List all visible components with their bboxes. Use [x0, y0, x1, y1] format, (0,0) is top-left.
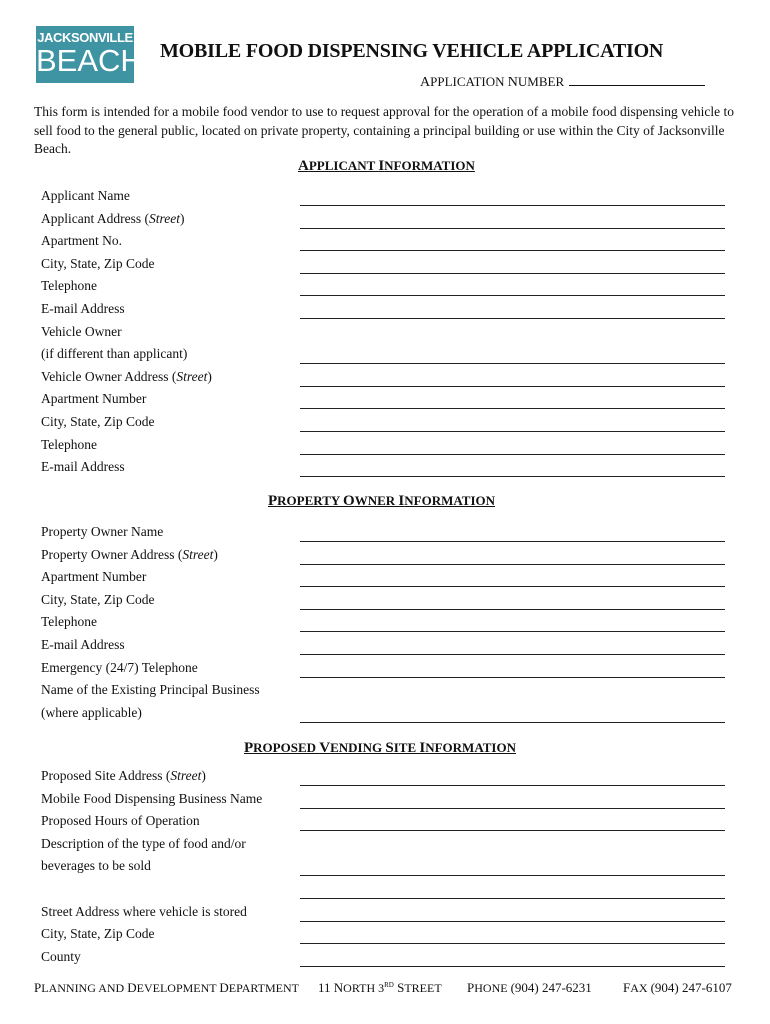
input-line[interactable] — [300, 677, 725, 678]
form-row — [41, 856, 731, 878]
input-line[interactable] — [300, 250, 725, 251]
section-property-owner-information: PROPERTY OWNER INFORMATION — [268, 493, 496, 509]
form-row — [41, 658, 731, 680]
field-label: E-mail Address — [41, 637, 125, 652]
form-row — [41, 412, 731, 434]
field-label: Property Owner Address (Street) — [41, 546, 218, 562]
footer-address: 11 NORTH 3RD STREET — [318, 980, 442, 995]
field-label: E-mail Address — [41, 459, 125, 475]
input-line[interactable] — [300, 808, 725, 809]
form-row — [41, 612, 731, 634]
field-label: Property Owner Name — [41, 524, 164, 539]
jacksonville-beach-logo — [36, 26, 143, 83]
input-line[interactable] — [300, 830, 725, 831]
form-row — [41, 834, 731, 856]
form-row — [41, 590, 731, 612]
input-line[interactable] — [300, 564, 725, 565]
form-row — [41, 522, 731, 544]
input-line[interactable] — [300, 363, 725, 364]
input-line[interactable] — [300, 273, 725, 274]
field-label: Proposed Site Address (Street) — [41, 768, 206, 783]
input-line[interactable] — [300, 875, 725, 876]
field-label: City, State, Zip Code — [41, 591, 155, 607]
form-row — [41, 703, 731, 725]
field-label: Telephone — [41, 614, 98, 630]
form-row — [41, 367, 731, 389]
field-label: Telephone — [41, 278, 98, 294]
form-row — [41, 545, 731, 567]
form-row — [41, 879, 731, 901]
application-number: APPLICATION NUMBER — [420, 73, 705, 91]
input-line[interactable] — [300, 228, 725, 229]
field-label: (if different than applicant) — [41, 346, 188, 362]
form-row — [41, 435, 731, 457]
input-line[interactable] — [300, 631, 725, 632]
input-line[interactable] — [300, 654, 725, 655]
logo-line-1: JACKSONVILLE — [37, 30, 133, 45]
field-label: City, State, Zip Code — [41, 926, 155, 942]
input-line[interactable] — [300, 295, 725, 296]
field-label: Emergency (24/7) Telephone — [41, 659, 198, 675]
field-label: Apartment No. — [41, 233, 122, 249]
form-row — [41, 924, 731, 946]
input-line[interactable] — [300, 476, 725, 477]
footer-department: PLANNING AND DEVELOPMENT DEPARTMENT — [34, 980, 299, 995]
footer-fax: FAX (904) 247-6107 — [623, 980, 732, 995]
field-label: Name of the Existing Principal Business — [41, 682, 260, 698]
form-title: MOBILE FOOD DISPENSING VEHICLE APPLICATION — [160, 40, 664, 62]
section-applicant-information: APPLICANT INFORMATION — [298, 158, 475, 174]
form-row — [41, 231, 731, 253]
form-row — [41, 947, 731, 969]
application-number-field[interactable] — [569, 73, 705, 86]
input-line[interactable] — [300, 205, 725, 206]
form-row — [41, 322, 731, 344]
intro-paragraph: This form is intended for a mobile food vendor to use to request approval for the operation of a mobile food dispensing vehicle to sell food to the general public, located on private property, containing a principal building or use within the City of Jacksonville Beach. — [34, 104, 734, 156]
form-row — [41, 811, 731, 833]
input-line[interactable] — [300, 454, 725, 455]
logo-line-2: BEACH — [36, 43, 143, 78]
input-line[interactable] — [300, 943, 725, 944]
form-row — [41, 186, 731, 208]
form-row — [41, 389, 731, 411]
field-label: Applicant Address (Street) — [41, 210, 185, 226]
input-line[interactable] — [300, 898, 725, 899]
section-proposed-vending-site-information: PROPOSED VENDING SITE INFORMATION — [244, 740, 516, 756]
field-label: (where applicable) — [41, 704, 142, 720]
form-row — [41, 766, 731, 788]
input-line[interactable] — [300, 966, 725, 967]
field-label: Mobile Food Dispensing Business Name — [41, 790, 263, 806]
form-row — [41, 902, 731, 924]
field-label: County — [41, 948, 81, 964]
input-line[interactable] — [300, 408, 725, 409]
input-line[interactable] — [300, 431, 725, 432]
input-line[interactable] — [300, 785, 725, 786]
field-label: Street Address where vehicle is stored — [41, 903, 247, 919]
field-label: Apartment Number — [41, 569, 147, 585]
form-row — [41, 344, 731, 366]
field-label: Apartment Number — [41, 391, 147, 407]
input-line[interactable] — [300, 541, 725, 542]
input-line[interactable] — [300, 318, 725, 319]
form-row — [41, 276, 731, 298]
form-row — [41, 457, 731, 479]
field-label: Vehicle Owner Address (Street) — [41, 368, 212, 384]
field-label: City, State, Zip Code — [41, 414, 155, 429]
field-label: City, State, Zip Code — [41, 255, 155, 271]
field-label: Proposed Hours of Operation — [41, 813, 200, 829]
input-line[interactable] — [300, 586, 725, 587]
form-row — [41, 299, 731, 321]
input-line[interactable] — [300, 722, 725, 723]
field-label: beverages to be sold — [41, 858, 151, 874]
form-row — [41, 567, 731, 589]
form-row — [41, 635, 731, 657]
footer-phone: PHONE (904) 247-6231 — [467, 980, 592, 995]
form-row — [41, 209, 731, 231]
form-row — [41, 680, 731, 702]
input-line[interactable] — [300, 609, 725, 610]
field-label: Description of the type of food and/or — [41, 835, 246, 851]
field-label: Telephone — [41, 436, 98, 452]
field-label: Applicant Name — [41, 188, 130, 203]
field-label: E-mail Address — [41, 301, 125, 316]
form-row — [41, 789, 731, 811]
field-label: Vehicle Owner — [41, 323, 122, 339]
input-line[interactable] — [300, 921, 725, 922]
form-row — [41, 254, 731, 276]
input-line[interactable] — [300, 386, 725, 387]
